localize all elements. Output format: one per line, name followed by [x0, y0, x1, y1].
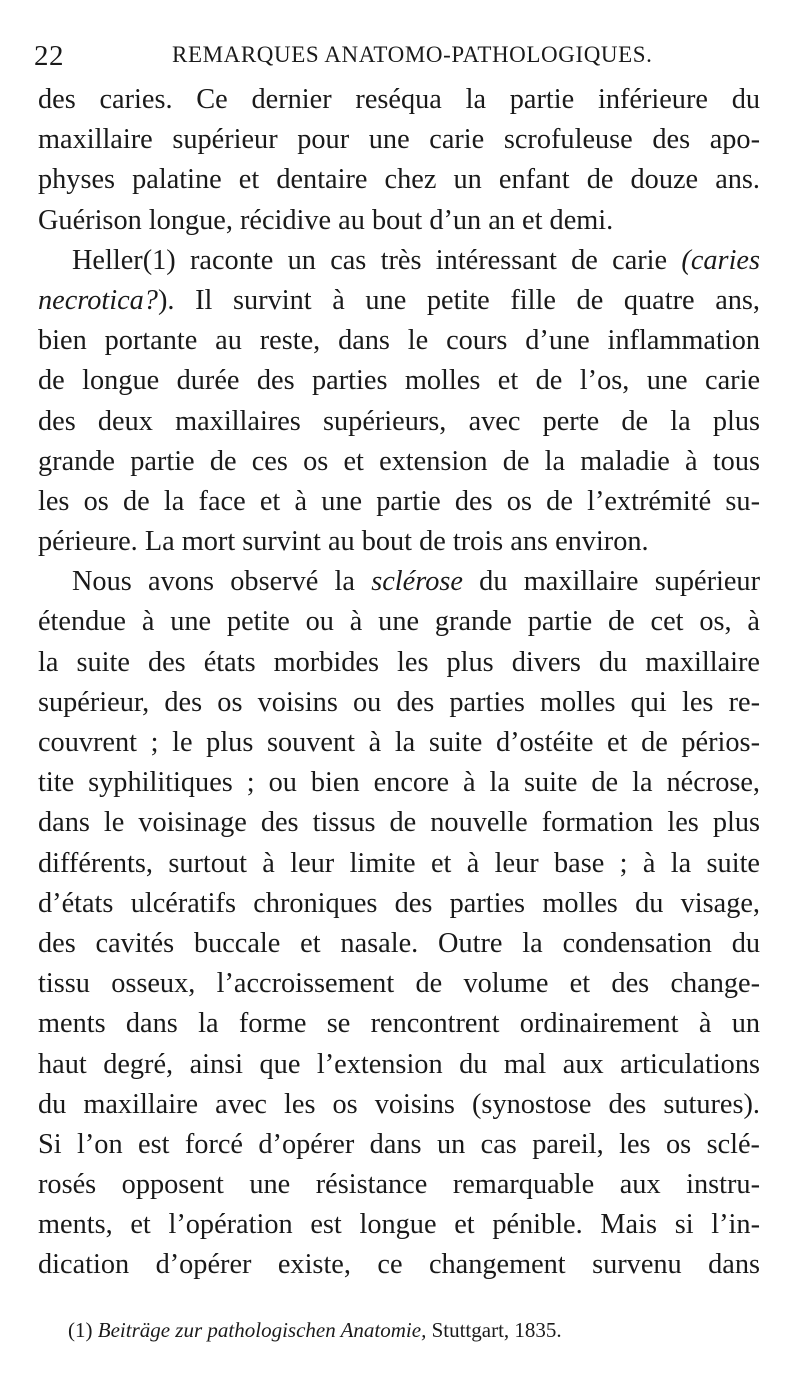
text-segment: Heller(1) raconte un cas très intéressant de carie: [72, 244, 682, 276]
text-line: maxillaire supérieur pour une carie scrofuleuse des apo-: [38, 124, 760, 156]
text-line: Guérison longue, récidive au bout d’un an et demi.: [38, 204, 614, 236]
text-segment: sclérose: [371, 566, 463, 598]
running-title: REMARQUES ANATOMO-PATHOLOGIQUES.: [172, 42, 653, 67]
text-line: bien portante au reste, dans le cours d’une inflammation: [38, 325, 760, 357]
text-line: des deux maxillaires supérieurs, avec perte de la plus: [38, 405, 760, 437]
text-line: physes palatine et dentaire chez un enfant de douze ans.: [38, 164, 760, 196]
text-line: la suite des états morbides les plus divers du maxillaire: [38, 646, 760, 678]
footnote-marker: (1): [68, 1318, 93, 1342]
text-line: d’états ulcératifs chroniques des parties molles du visage,: [38, 887, 760, 919]
text-line: différents, surtout à leur limite et à leur base ; à la suite: [38, 847, 760, 879]
text-line: de longue durée des parties molles et de l’os, une carie: [38, 365, 760, 397]
text-line: ments dans la forme se rencontrent ordinairement à un: [38, 1008, 760, 1040]
text-line: les os de la face et à une partie des os de l’extrémité su-: [38, 485, 760, 517]
text-line: [38, 241, 760, 281]
text-line: étendue à une petite ou à une grande partie de cet os, à: [38, 606, 760, 638]
text-line: des caries. Ce dernier reséqua la partie inférieure du: [38, 84, 760, 115]
text-line: du maxillaire avec les os voisins (synostose des sutures).: [38, 1088, 760, 1120]
text-segment: ). Il survint à une petite fille de quatre ans,: [157, 284, 760, 316]
text-line: [38, 281, 760, 321]
text-segment: du maxillaire supérieur: [462, 566, 760, 598]
footnote: [68, 1318, 562, 1343]
text-line: ments, et l’opération est longue et pénible. Mais si l’in-: [38, 1209, 760, 1241]
text-segment: Nous avons observé la: [72, 566, 372, 598]
text-line: couvrent ; le plus souvent à la suite d’ostéite et de périos-: [38, 727, 760, 758]
page-number: 22: [34, 40, 64, 72]
text-line: tite syphilitiques ; ou bien encore à la suite de la nécrose,: [38, 767, 760, 799]
text-line: des cavités buccale et nasale. Outre la condensation du: [38, 927, 760, 959]
text-line: rosés opposent une résistance remarquable aux instru-: [38, 1169, 760, 1201]
text-segment: (caries: [681, 244, 760, 276]
text-line: tissu osseux, l’accroissement de volume et des change-: [38, 968, 760, 1000]
text-line: [38, 562, 760, 602]
text-line: supérieur, des os voisins ou des parties molles qui les re-: [38, 686, 760, 718]
footnote-title: Beiträge zur pathologischen Anatomie,: [97, 1318, 427, 1342]
body-text: [38, 80, 760, 1286]
text-line: Si l’on est forcé d’opérer dans un cas pareil, les os sclé-: [38, 1128, 760, 1160]
text-line: périeure. La mort survint au bout de trois ans environ.: [38, 526, 649, 558]
text-line: dication d’opérer existe, ce changement survenu dans: [38, 1249, 760, 1281]
text-segment: necrotica?: [38, 284, 158, 316]
page-header: [34, 34, 764, 74]
text-line: grande partie de ces os et extension de la maladie à tous: [38, 445, 760, 477]
text-line: haut degré, ainsi que l’extension du mal aux articulations: [38, 1048, 760, 1080]
footnote-place-year: Stuttgart, 1835.: [431, 1318, 562, 1342]
text-line: dans le voisinage des tissus de nouvelle formation les plus: [38, 807, 760, 839]
